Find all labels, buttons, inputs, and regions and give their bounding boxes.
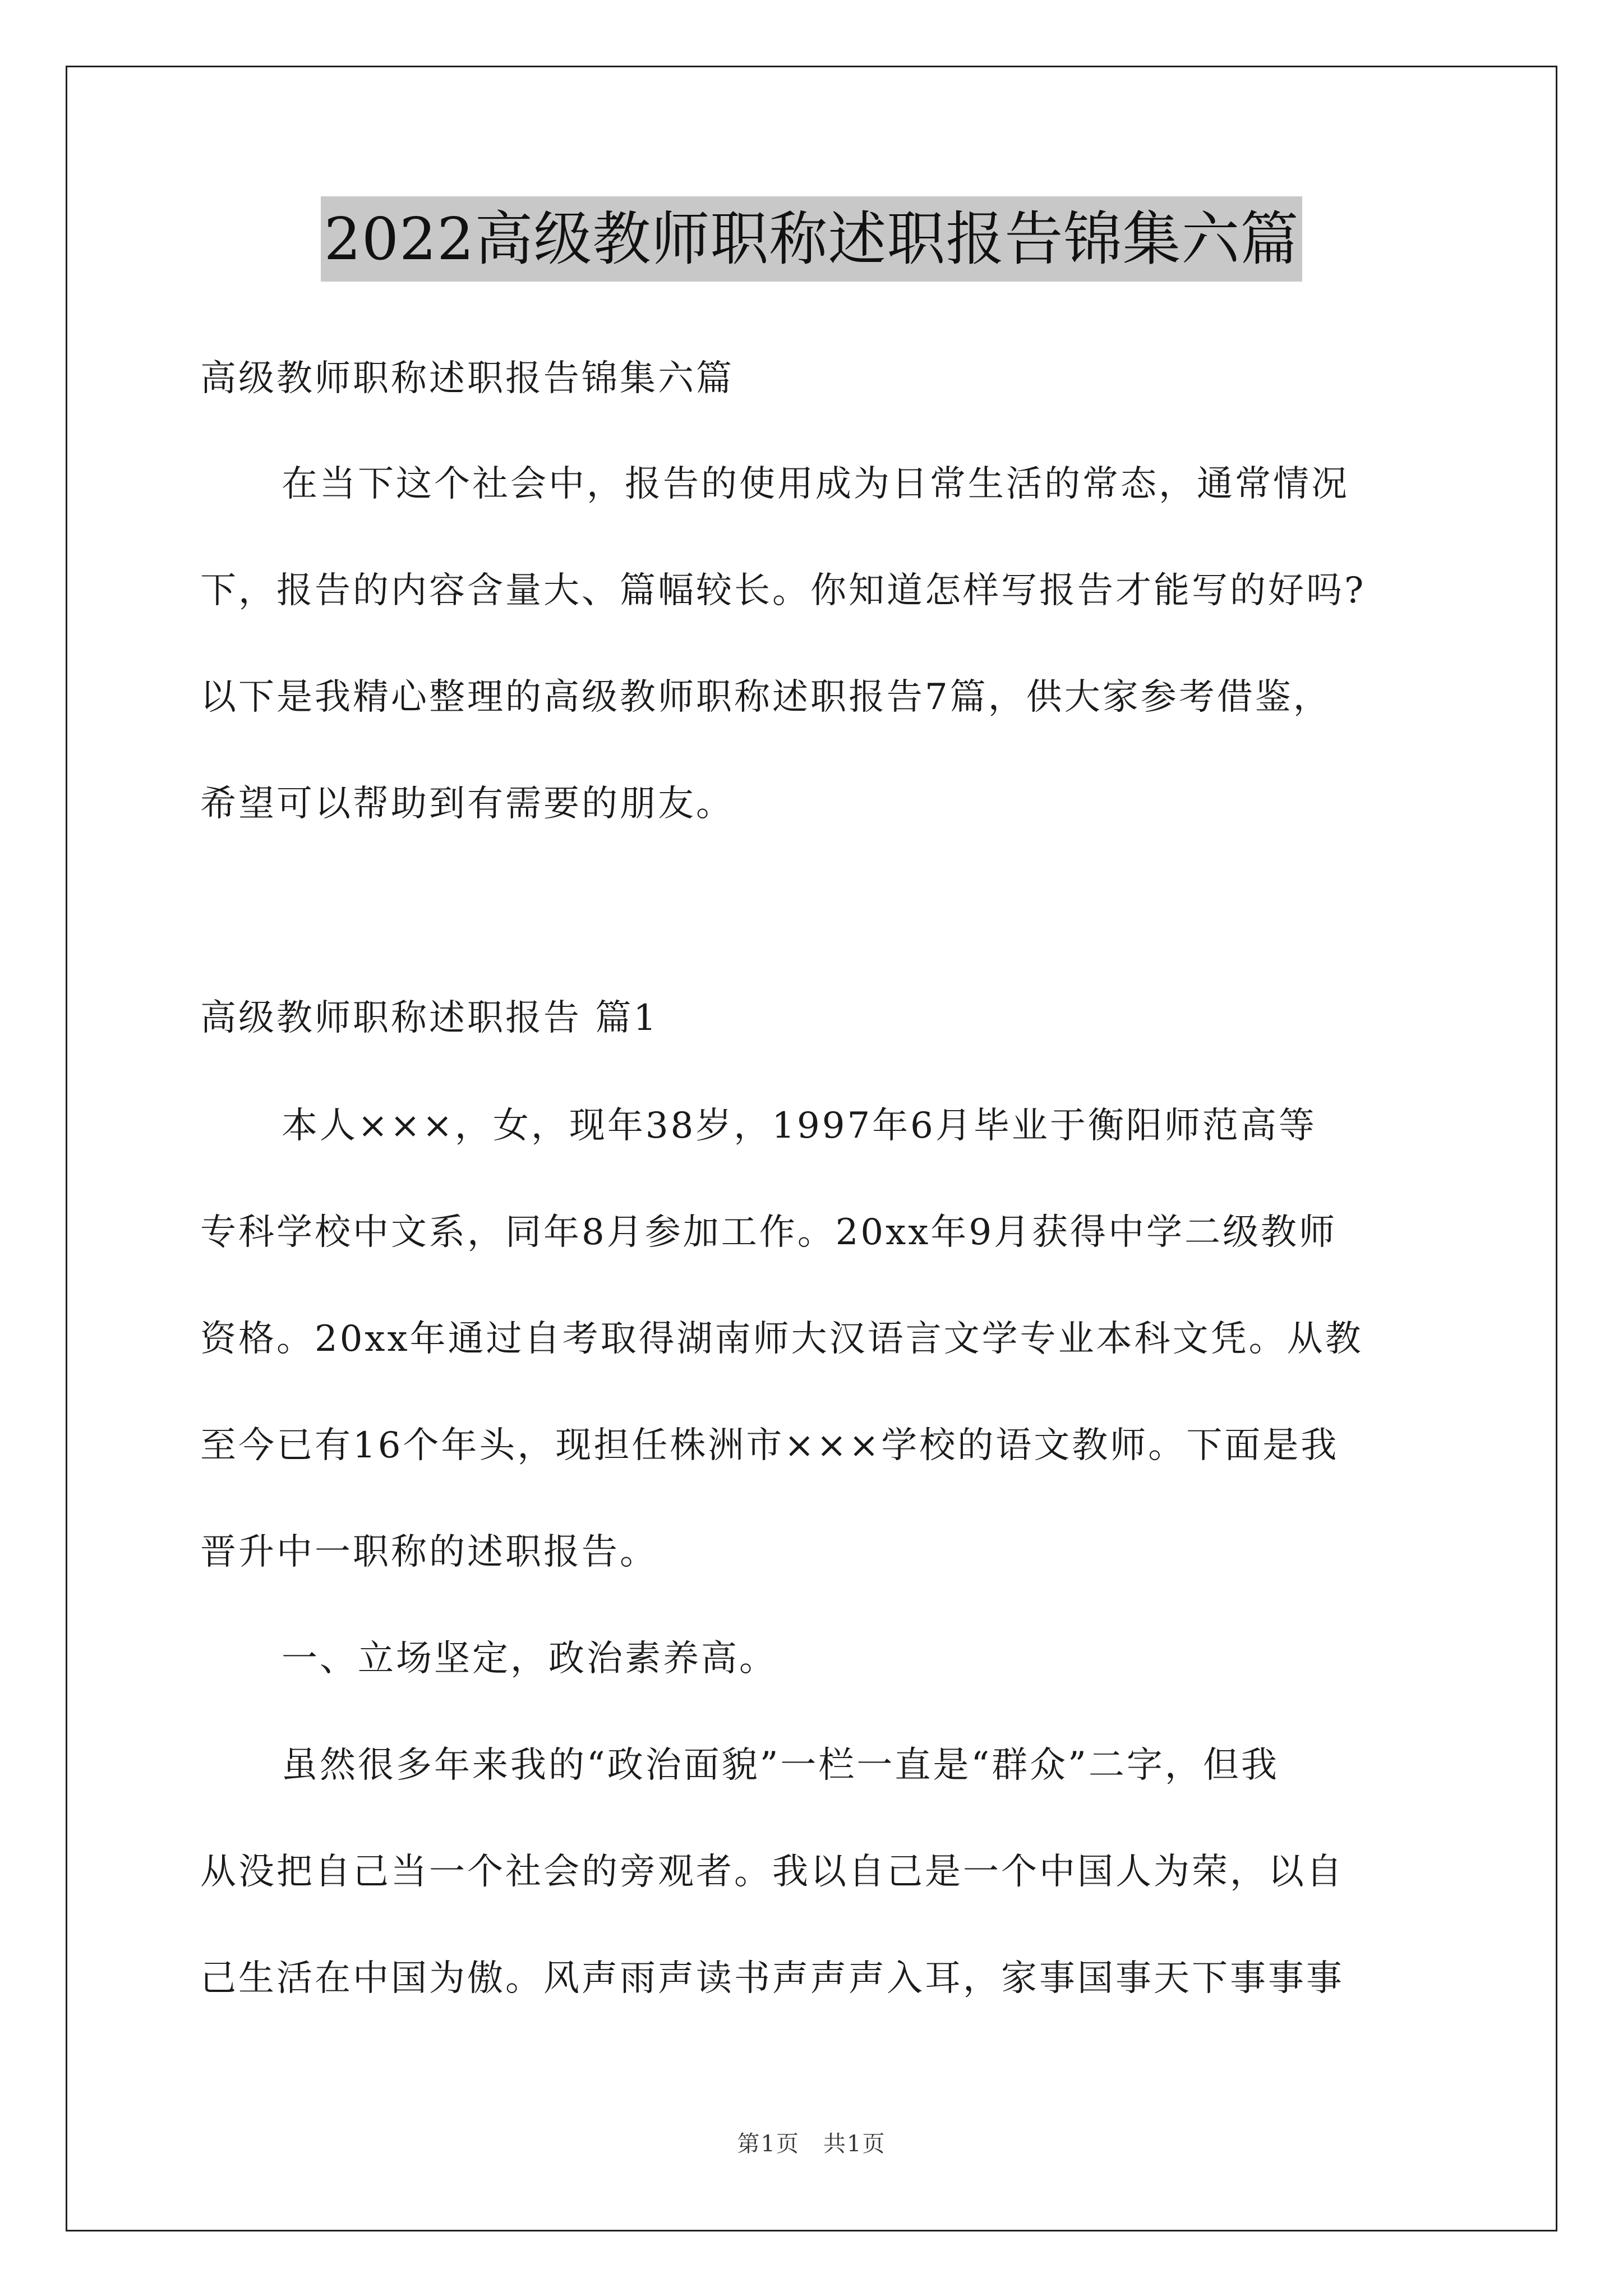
section-heading: 高级教师职称述职报告 篇1 (200, 997, 659, 1039)
intro-line-4: 希望可以帮助到有需要的朋友。 (200, 783, 734, 825)
document-title: 2022高级教师职称述职报告锦集六篇 (321, 196, 1303, 282)
point-heading-1: 一、立场坚定，政治素养高。 (282, 1638, 777, 1680)
para2-line-2: 从没把自己当一个社会的旁观者。我以自己是一个中国人为荣，以自 (200, 1851, 1344, 1893)
para1-line-5: 晋升中一职称的述职报告。 (200, 1531, 658, 1573)
para1-line-2: 专科学校中文系，同年8月参加工作。20xx年9月获得中学二级教师 (200, 1212, 1338, 1253)
document-subtitle: 高级教师职称述职报告锦集六篇 (200, 358, 734, 399)
page-footer: 第1页 共1页 (737, 2131, 886, 2157)
para1-line-4: 至今已有16个年头，现担任株洲市×××学校的语文教师。下面是我 (200, 1425, 1339, 1466)
intro-line-2: 下，报告的内容含量大、篇幅较长。你知道怎样写报告才能写的好吗? (200, 570, 1366, 611)
para2-line-3: 己生活在中国为傲。风声雨声读书声声声入耳，家事国事天下事事事 (200, 1958, 1344, 1999)
para1-line-3: 资格。20xx年通过自考取得湖南师大汉语言文学专业本科文凭。从教 (200, 1318, 1363, 1360)
para2-line-1: 虽然很多年来我的“政治面貌”一栏一直是“群众”二字，但我 (282, 1745, 1279, 1786)
para1-line-1: 本人×××，女，现年38岁，1997年6月毕业于衡阳师范高等 (282, 1105, 1317, 1147)
title-container (0, 196, 1623, 282)
intro-line-1: 在当下这个社会中，报告的使用成为日常生活的常态，通常情况 (282, 463, 1349, 505)
intro-line-3: 以下是我精心整理的高级教师职称述职报告7篇，供大家参考借鉴， (200, 677, 1331, 718)
